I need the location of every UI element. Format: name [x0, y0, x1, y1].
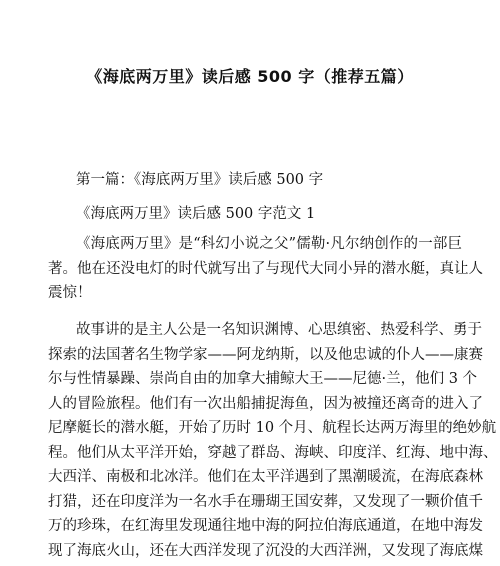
paragraph-line: 故事讲的是主人公是一名知识渊博、心思缜密、热爱科学、勇于: [76, 322, 482, 338]
paragraph-line: 探索的法国著名生物学家——阿龙纳斯，以及他忠诚的仆人——康赛: [48, 346, 483, 363]
subheading: 《海底两万里》读后感 500 字范文 1: [76, 206, 316, 222]
paragraph-line: 大西洋、南极和北冰洋。他们在太平洋遇到了黑潮暖流，在海底森林: [48, 469, 483, 485]
paragraph-2: [48, 318, 498, 563]
paragraph-line: 程。他们从太平洋开始，穿越了群岛、海峡、印度洋、红海、地中海、: [48, 444, 498, 461]
paragraph-line: 尼摩艇长的潜水艇，开始了历时 10 个月、航程长达两万海里的绝妙航: [48, 420, 497, 436]
paragraph-line: 著。他在还没电灯的时代就写出了与现代大同小异的潜水艇，真让人: [48, 260, 483, 277]
paragraph-1: [48, 232, 483, 306]
paragraph-line: 震惊！: [48, 285, 92, 301]
paragraph-line: 万的珍珠，在红海里发现通往地中海的阿拉伯海底通道，在地中海发: [48, 518, 483, 534]
section-heading: 第一篇：《海底两万里》读后感 500 字: [76, 172, 324, 188]
paragraph-line: 打猎，还在印度洋为一名水手在珊瑚王国安葬，又发现了一颗价值千: [48, 493, 483, 510]
paragraph-line: 现了海底火山，还在大西洋发现了沉没的大西洋洲，又发现了海底煤: [48, 542, 483, 559]
paragraph-line: 尔与性情暴躁、崇尚自由的加拿大捕鲸大王——尼德·兰，他们 3 个: [48, 371, 478, 387]
document-title: 《海底两万里》读后感 500 字（推荐五篇）: [86, 67, 414, 86]
paragraph-line: 《海底两万里》是“科幻小说之父”儒勒·凡尔纳创作的一部巨: [76, 236, 462, 252]
paragraph-line: 人的冒险旅程。他们有一次出船捕捉海鱼，因为被撞还离奇的进入了: [48, 395, 483, 412]
